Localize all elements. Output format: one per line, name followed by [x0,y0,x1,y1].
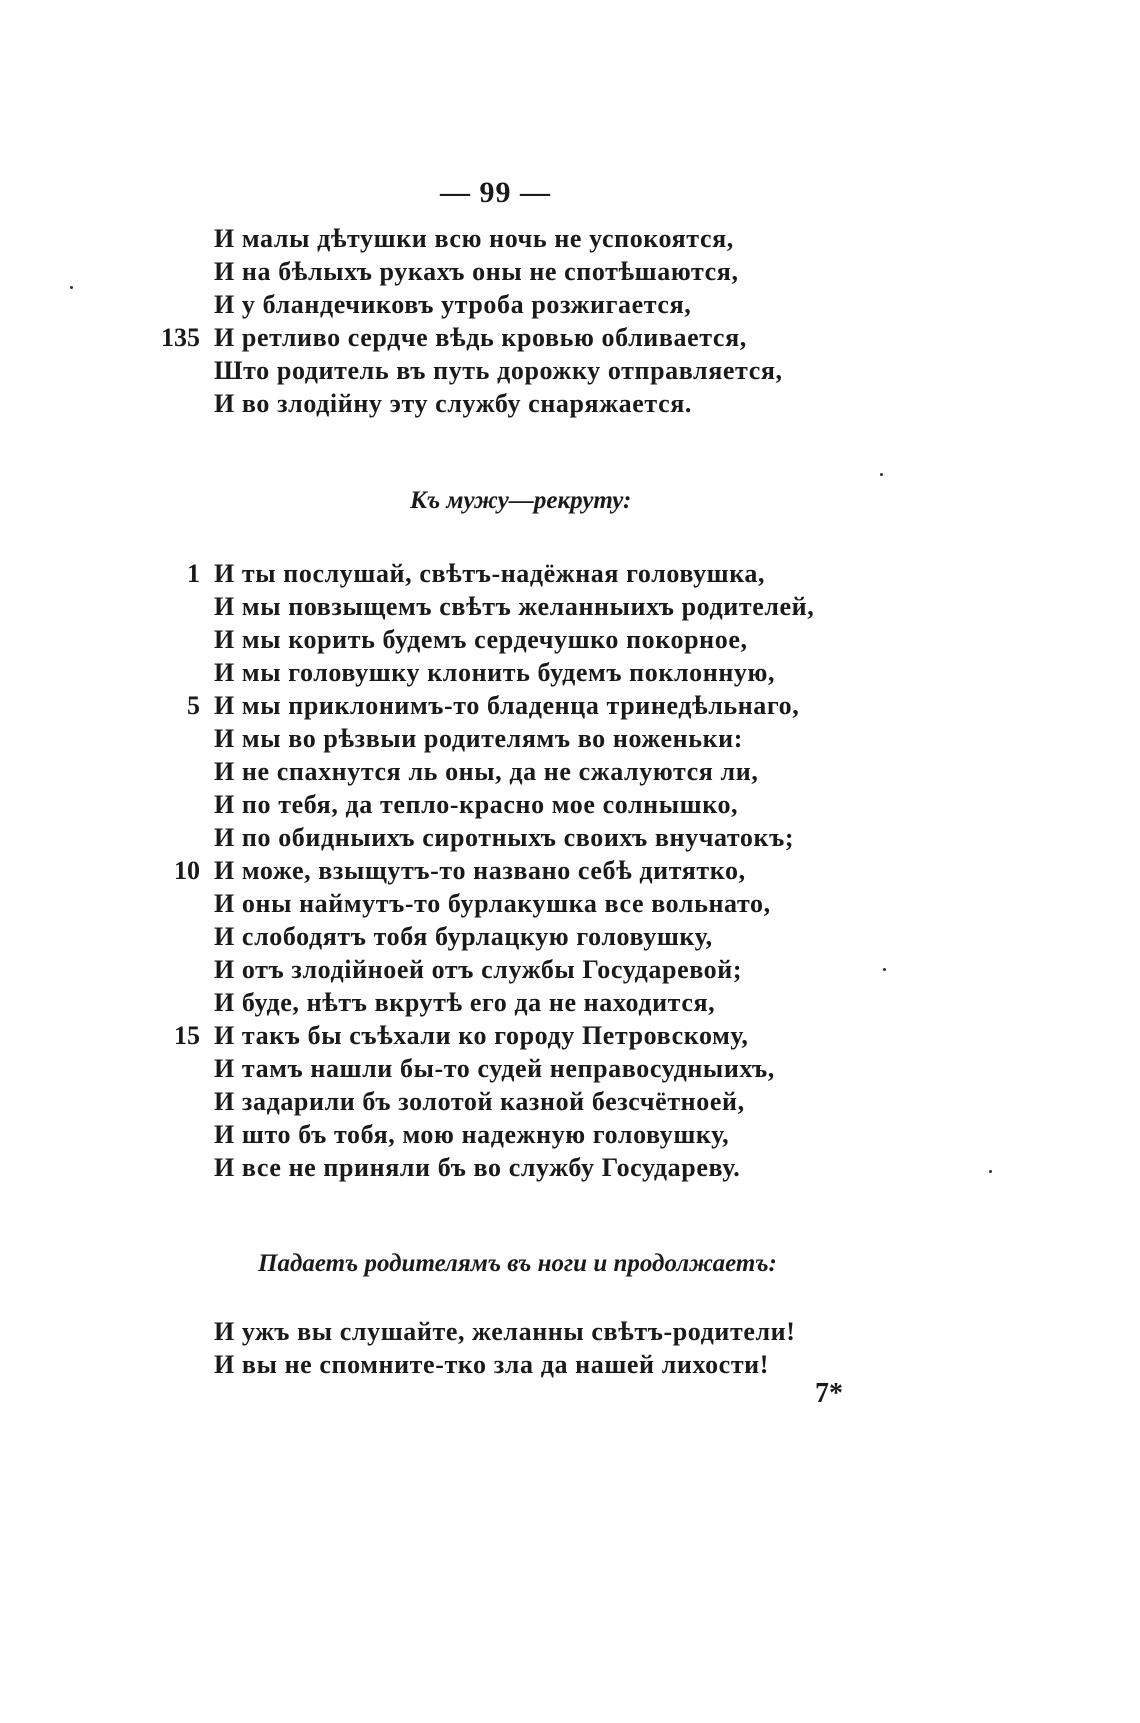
section-heading: Къ мужу—рекруту: [410,487,632,514]
verse-text: И у бландечиковъ утроба розжигается, [214,290,692,319]
line-number: 5 [187,691,200,720]
line-number: 15 [174,1021,200,1050]
verse-text: И ретливо сердче вѣдь кровью обливается, [214,323,747,352]
signature-mark: 7* [815,1378,843,1409]
verse-text: И все не приняли бъ во службу Государеву. [214,1153,741,1182]
verse-text: И отъ злодійноей отъ службы Государевой; [214,955,743,984]
verse-text: И во злодійну эту службу снаряжается. [214,389,693,418]
section-heading: Падаетъ родителямъ въ ноги и продолжаетъ: [258,1250,777,1277]
verse-text: И што бъ тобя, мою надежную головушку, [214,1120,730,1149]
line-number: 1 [187,559,200,588]
verse-text: И мы повзыщемъ свѣтъ желанныихъ родителей, [214,592,815,621]
line-number: 10 [174,856,200,885]
verse-text: И не спахнутся ль оны, да не сжалуются ли, [214,757,759,786]
verse-text: И може, взыщутъ-то названо себѣ дитятко, [214,856,746,885]
verse-text: И мы корить будемъ сердечушко покорное, [214,625,748,654]
verse-text: И слободятъ тобя бурлацкую головушку, [214,922,713,951]
scan-speck [989,1170,992,1173]
line-number: 135 [161,323,200,352]
verse-text: И по тебя, да тепло-красно мое солнышко, [214,790,739,819]
verse-text: И вы не спомните-тко зла да нашей лихости! [214,1350,770,1379]
verse-text: И ты послушай, свѣтъ-надёжная головушка, [214,559,766,588]
verse-text: Што родитель въ путь дорожку отправляется, [214,356,783,385]
scan-speck [883,968,886,971]
verse-text: И такъ бы съѣхали ко городу Петровскому, [214,1021,749,1050]
verse-text: И малы дѣтушки всю ночь не успокоятся, [214,224,734,253]
verse-text: И ужъ вы слушайте, желанны свѣтъ-родители! [214,1317,796,1346]
verse-text: И мы приклонимъ-то бладенца тринедѣльнаго, [214,691,800,720]
scan-speck [880,473,883,476]
verse-text: И тамъ нашли бы-то судей неправосудныихъ, [214,1054,775,1083]
verse-text: И буде, нѣтъ вкрутѣ его да не находится, [214,988,716,1017]
verse-text: И на бѣлыхъ рукахъ оны не спотѣшаются, [214,257,739,286]
verse-text: И мы во рѣзвыи родителямъ во ноженьки: [214,724,743,753]
scan-speck [70,286,73,289]
page-number-header: — 99 — [440,176,551,209]
verse-text: И мы головушку клонить будемъ поклонную, [214,658,776,687]
verse-text: И по обидныихъ сиротныхъ своихъ внучатокъ; [214,823,795,852]
verse-text: И оны наймутъ-то бурлакушка все вольнато, [214,889,771,918]
verse-text: И задарили бъ золотой казной безсчётноей, [214,1087,745,1116]
